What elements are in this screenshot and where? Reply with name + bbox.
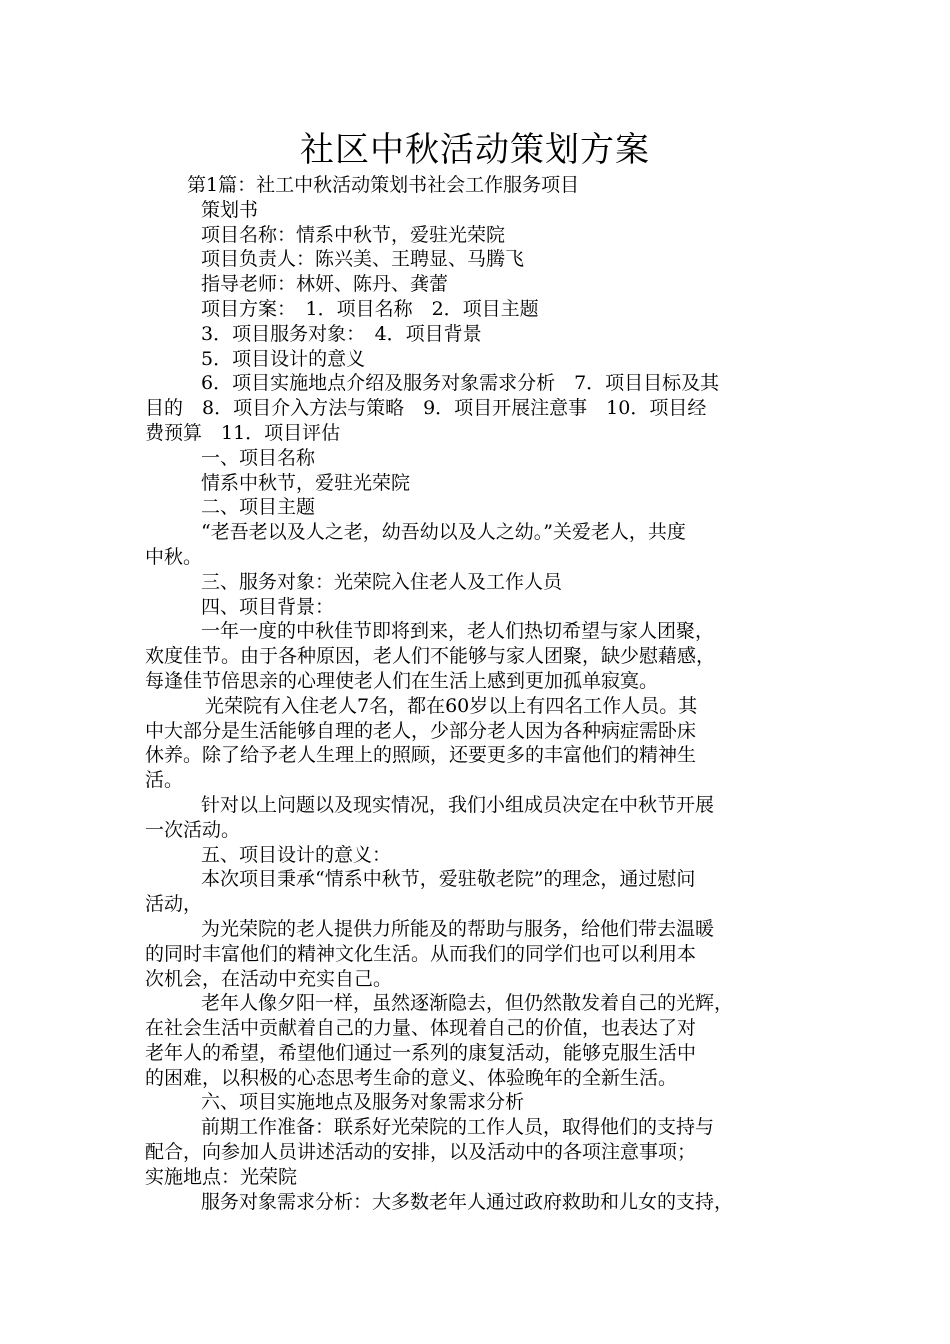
text-line: 第1篇：社工中秋活动策划书社会工作服务项目	[187, 174, 580, 196]
section-heading: 六、项目实施地点及服务对象需求分析	[201, 1091, 525, 1114]
text-line: 指导老师：林妍、陈丹、龚蕾	[201, 273, 449, 296]
document-body	[145, 173, 810, 1214]
text-line: 配合，向参加人员讲述活动的安排，以及活动中的各项注意事项；	[145, 1141, 697, 1164]
section-heading: 四、项目背景：	[201, 595, 335, 618]
text-line: 的同时丰富他们的精神文化生活。从而我们的同学们也可以利用本	[145, 942, 697, 965]
text-line: 的困难，以积极的心态思考生命的意义、体验晚年的全新生活。	[145, 1066, 678, 1089]
text-line: 6．项目实施地点介绍及服务对象需求分析 7．项目目标及其	[201, 372, 720, 395]
text-line: 情系中秋节，爱驻光荣院	[201, 471, 411, 494]
text-line: 次机会，在活动中充实自己。	[145, 967, 393, 990]
text-line: 为光荣院的老人提供力所能及的帮助与服务，给他们带去温暖	[201, 917, 715, 940]
text-line: 费预算 11．项目评估	[145, 421, 341, 444]
text-line: 前期工作准备：联系好光荣院的工作人员，取得他们的支持与	[201, 1116, 715, 1139]
text-line: 中大部分是生活能够自理的老人，少部分老人因为各种病症需卧床	[145, 719, 697, 742]
text-line: 欢度佳节。由于各种原因，老人们不能够与家人团聚，缺少慰藉感，	[145, 645, 716, 668]
text-line: 光荣院有入住老人7名，都在60岁以上有四名工作人员。其	[205, 694, 698, 717]
text-line: 在社会生活中贡献着自己的力量、体现着自己的价值，也表达了对	[145, 1017, 697, 1040]
text-line: 策划书	[201, 198, 259, 221]
text-line: 服务对象需求分析：大多数老年人通过政府救助和儿女的支持，	[201, 1190, 734, 1213]
text-line: 针对以上问题以及现实情况，我们小组成员决定在中秋节开展	[201, 793, 715, 816]
text-line: 老年人像夕阳一样，虽然逐渐隐去，但仍然散发着自己的光辉，	[201, 992, 734, 1015]
text-line: 项目负责人：陈兴美、王聘显、马腾飞	[201, 248, 525, 271]
text-line: 活动，	[145, 893, 203, 916]
text-line: 目的 8．项目介入方法与策略 9．项目开展注意事 10．项目经	[145, 397, 707, 420]
text-line: 实施地点：光荣院	[145, 1165, 298, 1188]
text-line: 休养。除了给予老人生理上的照顾，还要更多的丰富他们的精神生	[145, 744, 697, 767]
text-line: 老年人的希望，希望他们通过一系列的康复活动，能够克服生活中	[145, 1041, 697, 1064]
section-heading: 一、项目名称	[201, 446, 316, 469]
text-line: 项目名称：情系中秋节，爱驻光荣院	[201, 223, 506, 246]
text-line: 项目方案： 1．项目名称 2．项目主题	[201, 297, 539, 320]
text-line: 每逢佳节倍思亲的心理使老人们在生活上感到更加孤单寂寞。	[145, 669, 659, 692]
section-heading: 三、服务对象：光荣院入住老人及工作人员	[201, 570, 563, 593]
document-title: 社区中秋活动策划方案	[300, 130, 650, 170]
text-line: 活。	[145, 769, 184, 792]
text-line: 5．项目设计的意义	[201, 347, 366, 370]
text-line: 3．项目服务对象： 4．项目背景	[201, 322, 482, 345]
text-line: 中秋。	[145, 545, 203, 568]
text-line: 一次活动。	[145, 818, 241, 841]
text-line: 一年一度的中秋佳节即将到来，老人们热切希望与家人团聚，	[201, 620, 715, 643]
section-heading: 二、项目主题	[201, 496, 316, 519]
text-line: 本次项目秉承“情系中秋节，爱驻敬老院”的理念，通过慰问	[201, 868, 696, 891]
text-line: “老吾老以及人之老，幼吾幼以及人之幼。”关爱老人，共度	[201, 521, 686, 544]
section-heading: 五、项目设计的意义：	[201, 843, 392, 866]
